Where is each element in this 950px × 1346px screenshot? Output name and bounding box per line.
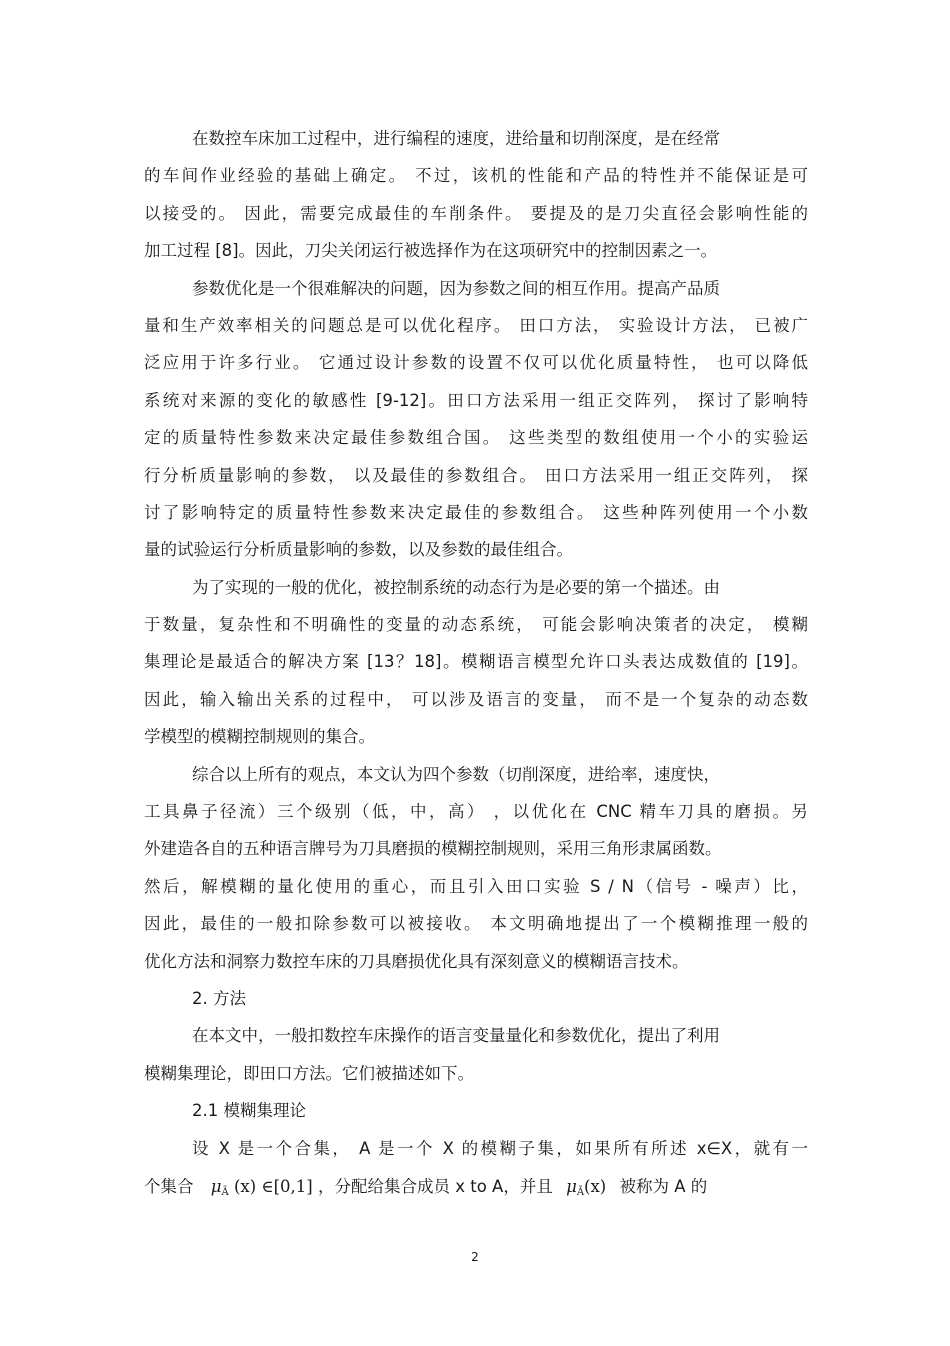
text-fragment: ，分配给集合成员 x to A，并且 [317,1176,553,1196]
paragraph-methods [144,1017,808,1092]
text-line: 集理论是最适合的解决方案 [13？18]。模糊语言模型允许口头表达成数值的 [19]。 [144,652,808,672]
text-line: 因此，输入输出关系的过程中， 可以涉及语言的变量， 而不是一个复杂的动态数 [144,689,808,709]
text-line: 外建造各自的五种语言牌号为刀具磨损的模糊控制规则，采用三角形隶属函数。 [144,839,722,859]
text-line: 量的试验运行分析质量影响的参数，以及参数的最佳组合。 [144,540,573,560]
text-line: 泛应用于许多行业。 它通过设计参数的设置不仅可以优化质量特性， 也可以降低 [144,353,808,373]
text-line: 以接受的。 因此，需要完成最佳的车削条件。 要提及的是刀尖直径会影响性能的 [144,203,808,223]
text-line: 在本文中，一般扣数控车床操作的语言变量量化和参数优化，提出了利用 [192,1026,720,1046]
formula-range: (x) ∈[0,1] [228,1176,313,1196]
text-line: 加工过程 [8]。因此，刀尖关闭运行被选择作为在这项研究中的控制因素之一。 [144,241,718,261]
text-line: 系统对来源的变化的敏感性 [9-12]。田口方法采用一组正交阵列， 探讨了影响特 [144,390,808,410]
text-line: 在数控车床加工过程中，进行编程的速度，进给量和切削深度，是在经常 [192,129,720,148]
body-text [144,120,808,1207]
formula-arg: (x) [584,1176,607,1196]
paragraph-3 [144,569,808,756]
page-number: 2 [471,1250,479,1264]
text-line: 然后，解模糊的量化使用的重心，而且引入田口实验 S / N（信号 - 噪声）比， [144,876,808,896]
text-line: 设 X 是一个合集， A 是一个 X 的模糊子集，如果所有所述 x∈X，就有一 [192,1138,808,1158]
text-line: 的车间作业经验的基础上确定。 不过，该机的性能和产品的特性并不能保证是可 [144,166,808,186]
paragraph-2 [144,270,808,569]
membership-function [566,1177,611,1196]
text-line: 因此，最佳的一般扣除参数可以被接收。 本文明确地提出了一个模糊推理一般的 [144,914,808,934]
text-line: 行分析质量影响的参数， 以及最佳的参数组合。 田口方法采用一组正交阵列， 探 [144,465,808,485]
text-line: 参数优化是一个很难解决的问题，因为参数之间的相互作用。提高产品质 [192,278,720,298]
section-heading-fuzzy-set-theory: 2.1 模糊集理论 [192,1101,306,1121]
paragraph-1 [144,120,808,270]
formula-subscript: Ã [221,1186,229,1198]
section-heading-methods: 2. 方法 [192,988,246,1008]
formula-mu: μ [566,1176,577,1196]
membership-formula [211,1177,318,1196]
formula-mu: μ [210,1176,222,1196]
text-fragment: 被称为 A 的 [619,1176,708,1196]
text-line: 综合以上所有的观点，本文认为四个参数（切削深度，进给率，速度快， [192,764,720,784]
text-line: 优化方法和洞察力数控车床的刀具磨损优化具有深刻意义的模糊语言技术。 [144,951,689,971]
text-line: 为了实现的一般的优化，被控制系统的动态行为是必要的第一个描述。由 [192,577,720,597]
text-line: 量和生产效率相关的问题总是可以优化程序。 田口方法， 实验设计方法， 已被广 [144,315,808,335]
text-line: 于数量，复杂性和不明确性的变量的动态系统， 可能会影响决策者的决定， 模糊 [144,615,808,635]
text-line: 讨了影响特定的质量特性参数来决定最佳的参数组合。 这些种阵列使用一个小数 [144,502,808,522]
paragraph-4 [144,756,808,980]
text-line: 模糊集理论，即田口方法。它们被描述如下。 [144,1063,474,1083]
text-line: 工具鼻子径流）三个级别（低，中，高） ，以优化在 CNC 精车刀具的磨损。另 [144,802,808,822]
text-line: 学模型的模糊控制规则的集合。 [144,727,375,747]
text-line-with-formula [144,1167,808,1207]
text-line: 定的质量特性参数来决定最佳参数组合国。 这些类型的数组使用一个小的实验运 [144,428,808,448]
formula-subscript: Ã [576,1186,585,1198]
text-fragment: 个集合 [144,1176,194,1196]
